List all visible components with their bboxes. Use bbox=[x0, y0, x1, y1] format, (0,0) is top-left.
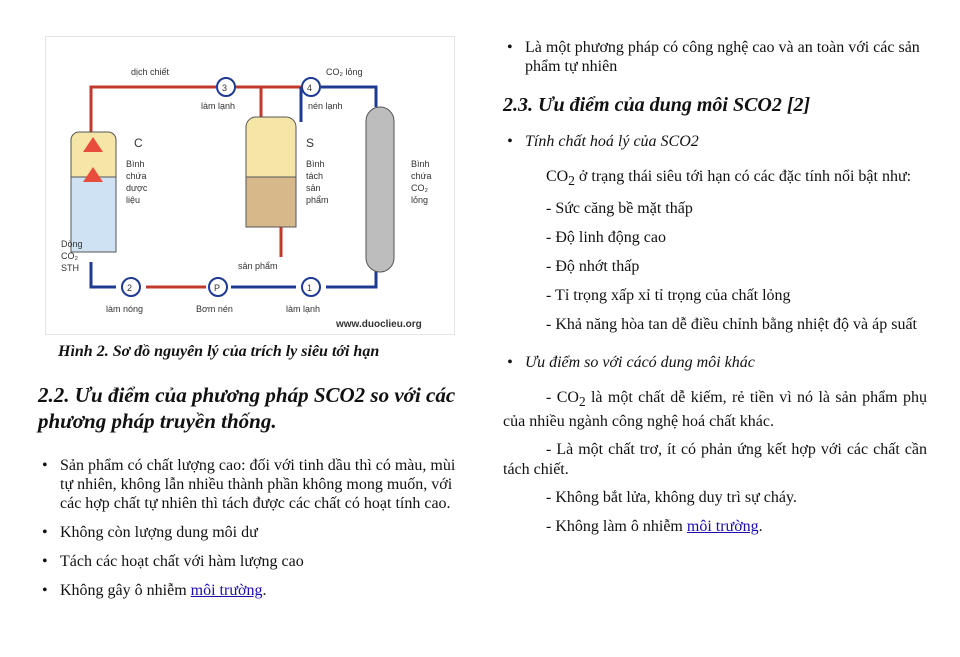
label-binh-c-1: Bình bbox=[126, 159, 145, 169]
right-top-bullet: • Là một phương pháp có công nghệ cao và an toàn với các sản phẩm tự nhiên bbox=[503, 38, 927, 76]
label-c: C bbox=[134, 136, 143, 150]
sub-bullets-2 bbox=[503, 353, 927, 372]
adv-1-sub: 2 bbox=[578, 394, 586, 410]
section-heading-2-3: 2.3. Ưu điểm của dung môi SCO2 [2] bbox=[503, 94, 811, 116]
co2-sub: 2 bbox=[568, 173, 575, 189]
left-bullet-4 bbox=[38, 581, 468, 600]
label-num3: 3 bbox=[222, 83, 228, 93]
left-bullet-4-prefix: Không gây ô nhiễm bbox=[60, 582, 191, 599]
left-bullets bbox=[38, 456, 468, 600]
adv-4-prefix: - Không làm ô nhiễm bbox=[546, 518, 687, 536]
label-p: P bbox=[214, 283, 221, 293]
moi-truong-link[interactable]: môi trường bbox=[190, 582, 263, 599]
label-binh-c-4: liệu bbox=[126, 195, 141, 205]
label-binh-s-3: sản bbox=[306, 183, 321, 193]
label-s: S bbox=[306, 136, 315, 150]
adv-2: - Là một chất trơ, ít có phản ứng kết hợp với các chất cần tách chiết. bbox=[503, 441, 927, 479]
return-pipe bbox=[91, 262, 116, 287]
sub-bullets-1 bbox=[503, 132, 927, 151]
co2-intro-rest: ở trạng thái siêu tới hạn có các đặc tính nổi bật như: bbox=[574, 168, 912, 185]
label-dong-1: Dòng bbox=[61, 239, 83, 249]
label-lam-lanh-1: làm lạnh bbox=[286, 304, 321, 314]
label-dong-3: STH bbox=[61, 263, 79, 273]
adv-4-suffix: . bbox=[758, 518, 763, 536]
moi-truong-link-2[interactable]: môi trường bbox=[686, 518, 759, 536]
label-binh-c-3: dược bbox=[126, 183, 148, 193]
left-bullet-1: • Sản phẩm có chất lượng cao: đối với tinh dầu thì có màu, mùi tự nhiên, không lẫn nhiều thành phần không mong muốn, với các hợp chất tự nhiên thì tách được các chất có hoạt tính cao. bbox=[38, 456, 468, 513]
prop-4: - Tỉ trọng xấp xỉ tỉ trọng của chất lỏng bbox=[546, 287, 791, 305]
section-heading-2-2: 2.2. Ưu điểm của phương pháp SCO2 so với các phương pháp truyền thống. bbox=[38, 383, 456, 433]
co2-text: CO bbox=[546, 168, 569, 185]
prop-2: - Độ linh động cao bbox=[546, 229, 666, 247]
right-top-bullets bbox=[503, 38, 927, 76]
label-san-pham: sản phẩm bbox=[238, 261, 278, 271]
sub-heading-physical: • Tính chất hoá lý của SCO2 bbox=[503, 132, 927, 151]
adv-1 bbox=[503, 388, 927, 432]
left-bullet-2: • Không còn lượng dung môi dư bbox=[38, 523, 468, 542]
adv-1-prefix: - CO bbox=[546, 389, 579, 407]
figure-caption: Hình 2. Sơ đồ nguyên lý của trích ly siêu tới hạn bbox=[58, 343, 380, 360]
right-column bbox=[503, 38, 927, 537]
diagram-svg bbox=[46, 37, 454, 334]
label-binh-s-1: Bình bbox=[306, 159, 325, 169]
prop-5: - Khả năng hòa tan dễ điều chỉnh bằng nhiệt độ và áp suất bbox=[546, 316, 917, 334]
sub-heading-advantages: • Ưu điểm so với cácó dung môi khác bbox=[503, 353, 927, 372]
co2-properties-intro bbox=[503, 167, 927, 191]
adv-1-rest: là một chất dễ kiếm, rẻ tiền vì nó là sản phẩm phụ của nhiều ngành công nghệ hoá chất khác. bbox=[503, 389, 927, 431]
label-num1: 1 bbox=[307, 283, 313, 293]
label-bom-nen: Bơm nén bbox=[196, 304, 233, 314]
label-num2: 2 bbox=[127, 283, 133, 293]
label-dich-chiet: dịch chiết bbox=[131, 67, 170, 77]
label-num4: 4 bbox=[307, 83, 313, 93]
label-binh-co2-2: chứa bbox=[411, 171, 432, 181]
extraction-diagram bbox=[45, 36, 455, 335]
label-lam-nong: làm nóng bbox=[106, 304, 144, 314]
label-binh-co2-3: CO₂ bbox=[411, 183, 428, 193]
label-dong-2: CO₂ bbox=[61, 251, 78, 261]
watermark: www.duoclieu.org bbox=[336, 319, 422, 330]
adv-3: - Không bắt lửa, không duy trì sự cháy. bbox=[546, 489, 797, 507]
label-lam-lanh-3: làm lạnh bbox=[201, 101, 236, 111]
left-bullet-4-suffix: . bbox=[262, 582, 267, 599]
label-binh-co2-4: lỏng bbox=[411, 195, 429, 205]
left-bullet-3: • Tách các hoạt chất với hàm lượng cao bbox=[38, 552, 468, 571]
label-binh-c-2: chứa bbox=[126, 171, 147, 181]
adv-4 bbox=[503, 517, 927, 537]
label-co2-long: CO₂ lỏng bbox=[326, 67, 363, 77]
label-binh-s-4: phẩm bbox=[306, 195, 329, 205]
prop-3: - Độ nhớt thấp bbox=[546, 258, 640, 276]
co2-tank bbox=[366, 107, 394, 272]
label-binh-s-2: tách bbox=[306, 171, 324, 181]
label-nen-lanh: nén lạnh bbox=[308, 101, 343, 111]
label-binh-co2-1: Bình bbox=[411, 159, 430, 169]
prop-1: - Sức căng bề mặt thấp bbox=[546, 200, 693, 218]
